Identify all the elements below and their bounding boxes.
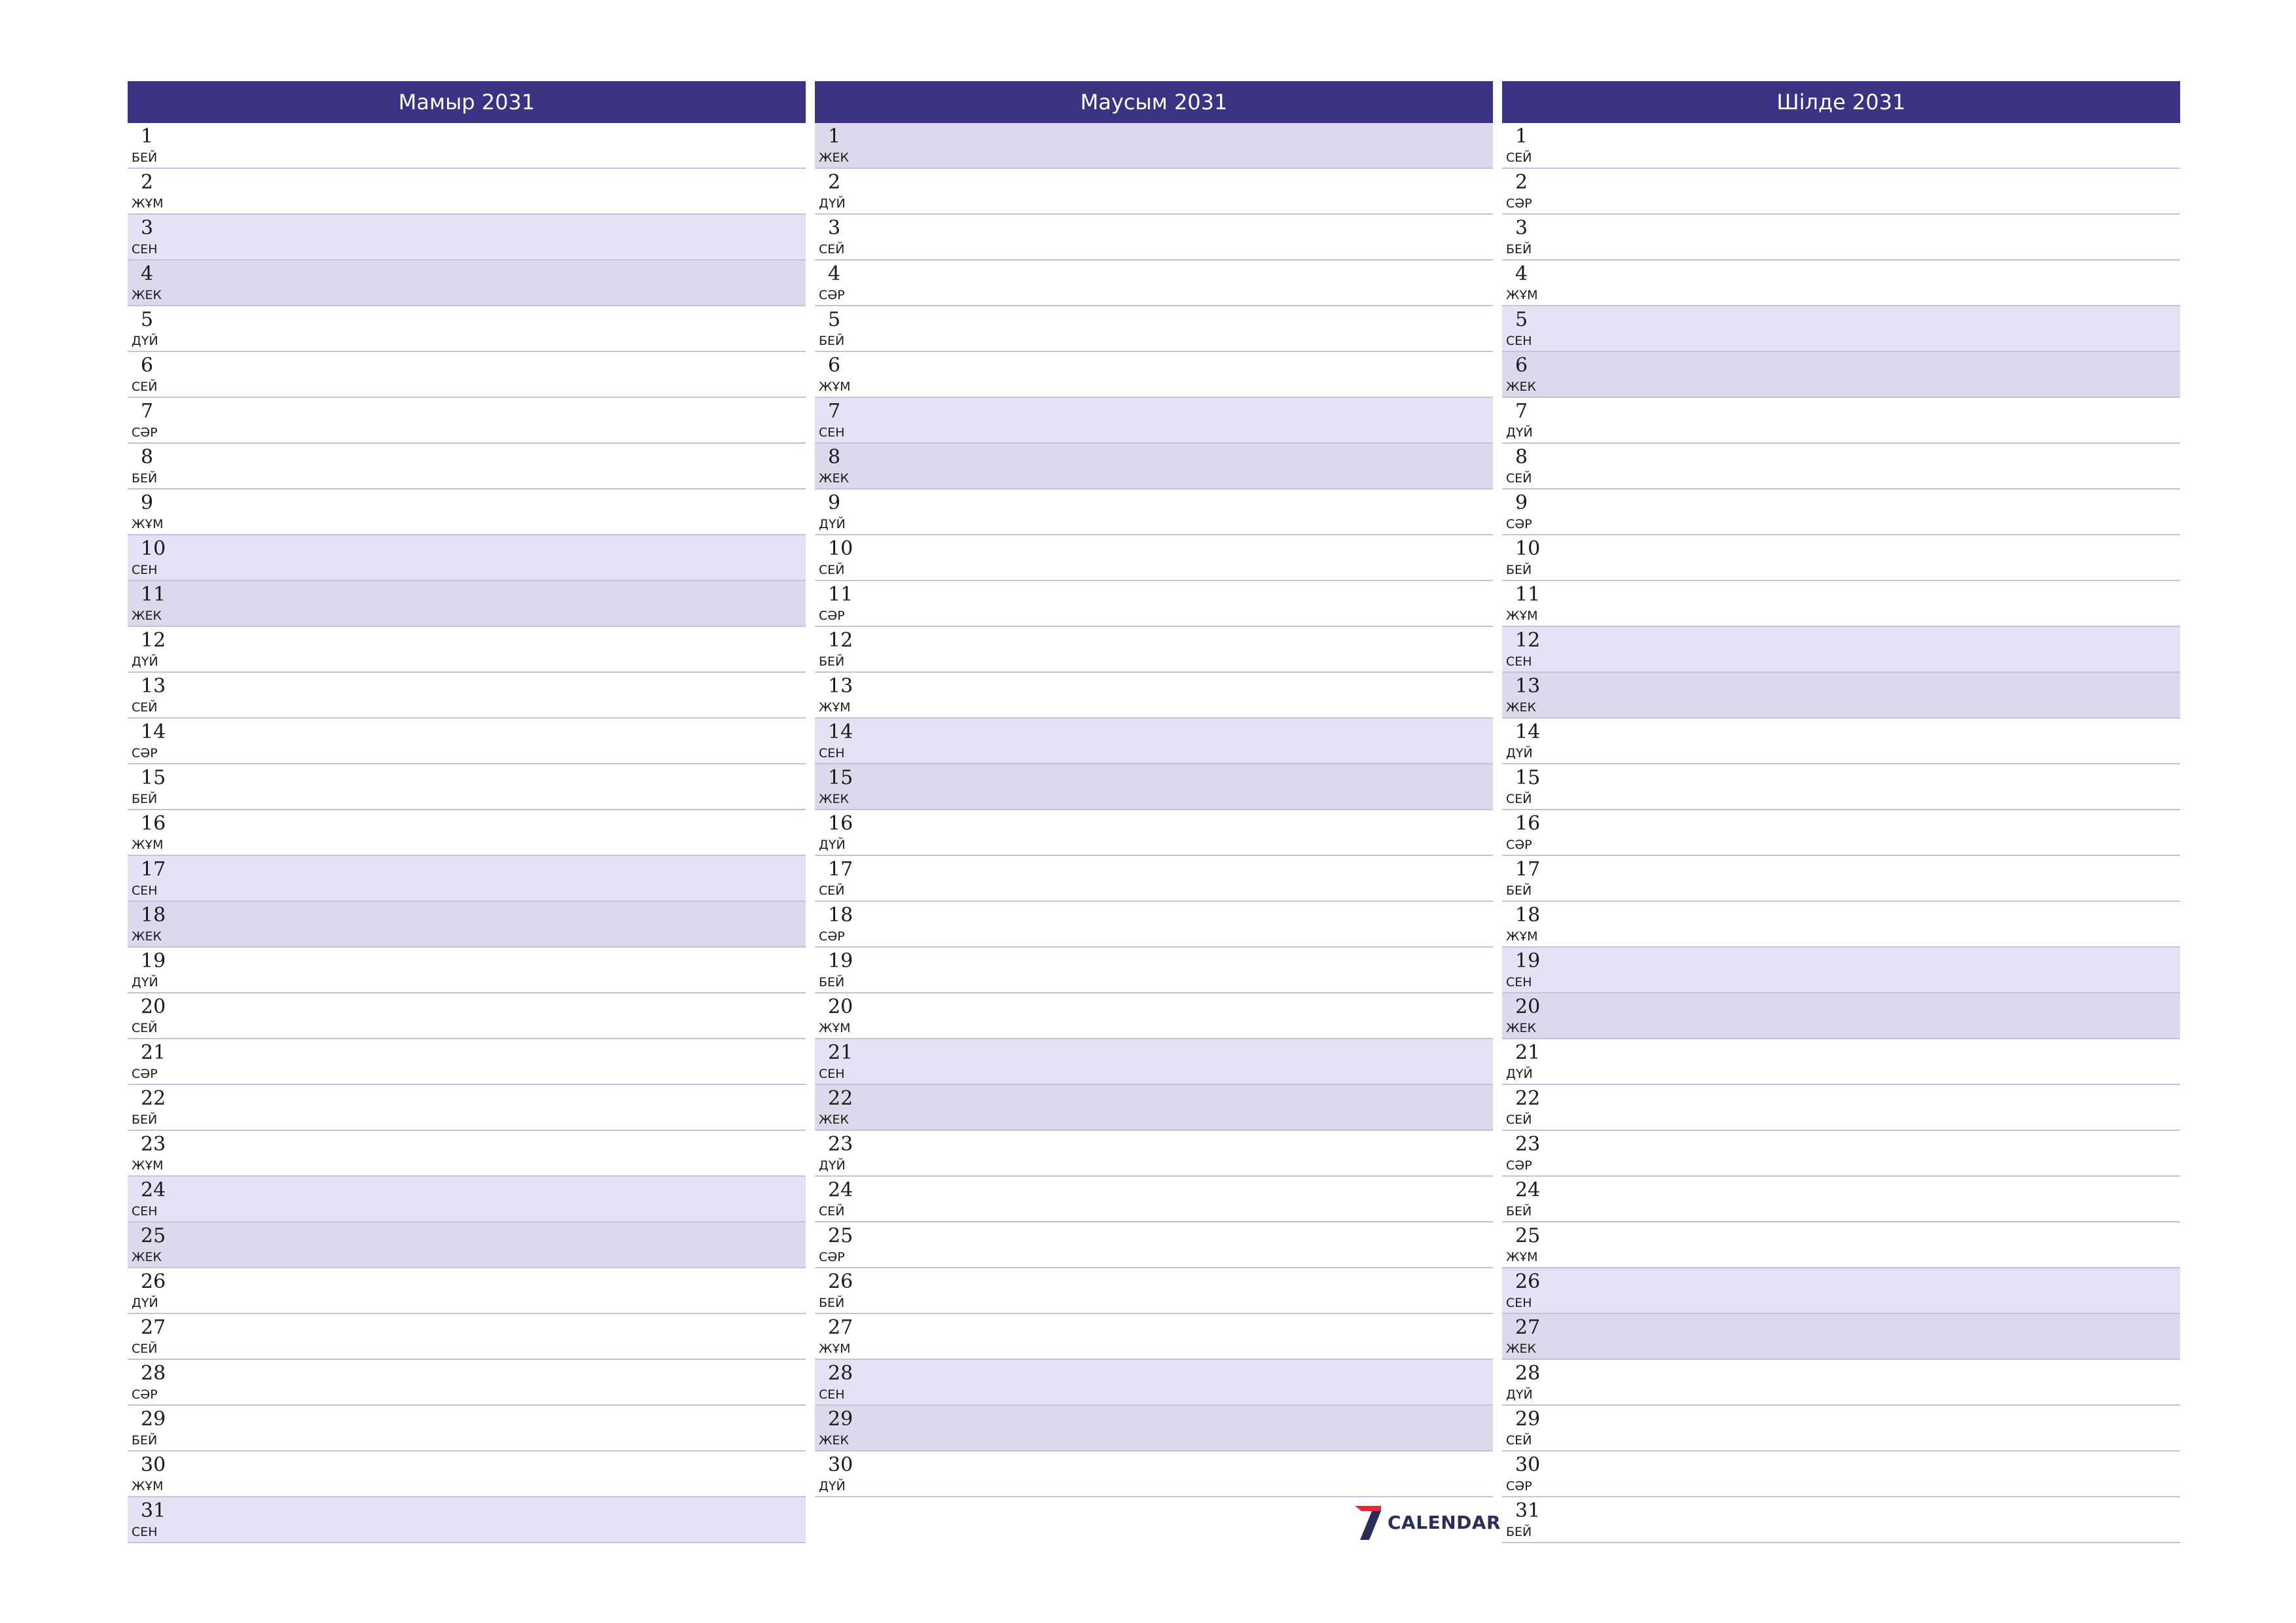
weekday-label: СӘР xyxy=(132,1067,158,1081)
weekday-label: ЖҰМ xyxy=(1506,1250,1538,1264)
day-number: 27 xyxy=(141,1316,166,1339)
day-number: 30 xyxy=(141,1454,166,1476)
day-row xyxy=(815,993,1493,1039)
weekday-label: ЖҰМ xyxy=(819,380,851,394)
day-number: 4 xyxy=(141,262,154,285)
day-number: 13 xyxy=(1515,675,1541,698)
day-number: 31 xyxy=(141,1499,166,1522)
weekday-label: БЕЙ xyxy=(132,151,158,165)
weekday-label: СӘР xyxy=(1506,1158,1532,1173)
day-list xyxy=(128,123,806,1543)
weekday-label: ЖҰМ xyxy=(132,196,164,211)
weekday-label: СӘР xyxy=(1506,517,1532,531)
day-row xyxy=(1502,215,2180,260)
day-number: 3 xyxy=(141,217,154,240)
day-number: 26 xyxy=(141,1270,166,1293)
weekday-label: ДҮЙ xyxy=(132,334,158,348)
day-row xyxy=(815,902,1493,948)
day-number: 12 xyxy=(828,629,853,652)
day-row xyxy=(1502,1131,2180,1177)
day-number: 1 xyxy=(828,125,841,148)
month-column-june xyxy=(815,81,1493,1497)
day-number: 5 xyxy=(141,308,154,331)
weekday-label: ЖҰМ xyxy=(132,838,164,852)
day-row xyxy=(1502,1406,2180,1452)
day-row xyxy=(815,1406,1493,1452)
day-row xyxy=(815,1177,1493,1222)
weekday-label: ЖҰМ xyxy=(819,700,851,715)
day-row xyxy=(1502,1177,2180,1222)
day-number: 1 xyxy=(141,125,154,148)
day-row xyxy=(1502,1039,2180,1085)
day-number: 26 xyxy=(1515,1270,1541,1293)
day-row xyxy=(128,993,806,1039)
day-number: 20 xyxy=(141,995,166,1018)
day-number: 17 xyxy=(828,858,853,881)
weekday-label: СЕН xyxy=(819,1387,845,1402)
day-number: 12 xyxy=(1515,629,1541,652)
day-row xyxy=(1502,1360,2180,1406)
day-number: 11 xyxy=(1515,583,1541,606)
day-row xyxy=(1502,993,2180,1039)
day-row xyxy=(815,1131,1493,1177)
weekday-label: БЕЙ xyxy=(132,1113,158,1127)
day-row xyxy=(128,1085,806,1131)
weekday-label: СЕН xyxy=(132,242,158,257)
weekday-label: ЖЕК xyxy=(1506,380,1536,394)
day-row xyxy=(815,810,1493,856)
weekday-label: СЕЙ xyxy=(132,1021,158,1035)
weekday-label: СЕН xyxy=(1506,1296,1532,1310)
day-number: 6 xyxy=(1515,354,1528,377)
day-number: 16 xyxy=(828,812,853,835)
day-row xyxy=(128,856,806,902)
month-column-may xyxy=(128,81,806,1543)
weekday-label: БЕЙ xyxy=(1506,883,1532,898)
day-number: 31 xyxy=(1515,1499,1541,1522)
day-number: 28 xyxy=(141,1362,166,1385)
weekday-label: СЕЙ xyxy=(132,1342,158,1356)
day-row xyxy=(1502,627,2180,673)
day-row xyxy=(1502,1452,2180,1497)
weekday-label: БЕЙ xyxy=(819,334,845,348)
weekday-label: СЕЙ xyxy=(1506,1433,1532,1448)
day-row xyxy=(815,1314,1493,1360)
day-number: 4 xyxy=(828,262,841,285)
day-row xyxy=(815,764,1493,810)
day-number: 27 xyxy=(1515,1316,1541,1339)
day-row xyxy=(128,260,806,306)
weekday-label: БЕЙ xyxy=(132,792,158,806)
weekday-label: СЕЙ xyxy=(1506,471,1532,486)
day-number: 3 xyxy=(1515,217,1528,240)
day-row xyxy=(815,169,1493,215)
day-number: 29 xyxy=(1515,1408,1541,1431)
day-row xyxy=(128,1222,806,1268)
day-number: 19 xyxy=(1515,950,1541,972)
weekday-label: СӘР xyxy=(819,288,845,302)
day-row xyxy=(1502,398,2180,444)
day-row xyxy=(815,1085,1493,1131)
day-number: 14 xyxy=(828,721,853,743)
weekday-label: ДҮЙ xyxy=(819,1479,846,1493)
day-row xyxy=(128,810,806,856)
weekday-label: СЕЙ xyxy=(1506,151,1532,165)
weekday-label: СЕН xyxy=(1506,975,1532,990)
weekday-label: СЕЙ xyxy=(819,883,845,898)
day-number: 5 xyxy=(828,308,841,331)
day-number: 17 xyxy=(141,858,166,881)
day-number: 21 xyxy=(1515,1041,1541,1064)
weekday-label: ДҮЙ xyxy=(132,1296,158,1310)
day-row xyxy=(128,490,806,535)
day-row xyxy=(815,1039,1493,1085)
day-row xyxy=(1502,810,2180,856)
day-number: 10 xyxy=(828,537,853,560)
day-number: 7 xyxy=(1515,400,1528,423)
day-row xyxy=(815,352,1493,398)
weekday-label: СӘР xyxy=(1506,196,1532,211)
day-number: 9 xyxy=(828,491,841,514)
brand-name: CALENDAR xyxy=(1388,1511,1501,1533)
weekday-label: СӘР xyxy=(1506,1479,1532,1493)
weekday-label: СЕН xyxy=(819,1067,845,1081)
day-row xyxy=(815,123,1493,169)
day-row xyxy=(815,1222,1493,1268)
day-row xyxy=(128,1177,806,1222)
day-number: 16 xyxy=(1515,812,1541,835)
day-row xyxy=(1502,948,2180,993)
day-number: 20 xyxy=(828,995,853,1018)
weekday-label: ДҮЙ xyxy=(132,654,158,669)
day-number: 10 xyxy=(1515,537,1541,560)
weekday-label: ДҮЙ xyxy=(1506,1067,1533,1081)
weekday-label: БЕЙ xyxy=(132,1433,158,1448)
weekday-label: ЖЕК xyxy=(132,929,162,944)
day-number: 29 xyxy=(828,1408,853,1431)
weekday-label: ЖҰМ xyxy=(132,1158,164,1173)
weekday-label: ДҮЙ xyxy=(819,196,846,211)
day-number: 24 xyxy=(141,1179,166,1202)
day-number: 18 xyxy=(828,904,853,927)
day-row xyxy=(128,535,806,581)
weekday-label: БЕЙ xyxy=(819,975,845,990)
day-number: 17 xyxy=(1515,858,1541,881)
day-row xyxy=(815,719,1493,764)
day-row xyxy=(815,1268,1493,1314)
day-number: 14 xyxy=(141,721,166,743)
day-number: 21 xyxy=(828,1041,853,1064)
weekday-label: СЕН xyxy=(132,883,158,898)
day-row xyxy=(1502,535,2180,581)
day-number: 14 xyxy=(1515,721,1541,743)
day-number: 11 xyxy=(141,583,166,606)
day-row xyxy=(1502,1222,2180,1268)
weekday-label: СЕЙ xyxy=(1506,792,1532,806)
day-row xyxy=(815,260,1493,306)
day-row xyxy=(128,1131,806,1177)
day-row xyxy=(1502,1268,2180,1314)
weekday-label: ЖҰМ xyxy=(1506,609,1538,623)
day-number: 2 xyxy=(828,171,841,194)
weekday-label: БЕЙ xyxy=(132,471,158,486)
day-row xyxy=(815,1452,1493,1497)
day-number: 15 xyxy=(141,766,166,789)
weekday-label: СӘР xyxy=(819,1250,845,1264)
day-number: 13 xyxy=(828,675,853,698)
day-number: 8 xyxy=(141,446,154,469)
weekday-label: ДҮЙ xyxy=(819,517,846,531)
weekday-label: СЕН xyxy=(132,1204,158,1219)
day-row xyxy=(128,1497,806,1543)
day-number: 1 xyxy=(1515,125,1528,148)
day-row xyxy=(815,581,1493,627)
day-row xyxy=(1502,719,2180,764)
day-number: 30 xyxy=(828,1454,853,1476)
day-number: 4 xyxy=(1515,262,1528,285)
weekday-label: СӘР xyxy=(132,425,158,440)
weekday-label: ЖЕК xyxy=(819,1433,849,1448)
day-number: 22 xyxy=(1515,1087,1541,1110)
day-row xyxy=(128,627,806,673)
day-number: 3 xyxy=(828,217,841,240)
weekday-label: ЖЕК xyxy=(1506,1342,1536,1356)
day-row xyxy=(1502,444,2180,490)
weekday-label: ДҮЙ xyxy=(1506,746,1533,760)
weekday-label: ЖЕК xyxy=(1506,700,1536,715)
day-row xyxy=(128,764,806,810)
day-number: 26 xyxy=(828,1270,853,1293)
month-header: Маусым 2031 xyxy=(815,81,1493,123)
weekday-label: ДҮЙ xyxy=(1506,425,1533,440)
weekday-label: БЕЙ xyxy=(819,1296,845,1310)
weekday-label: СӘР xyxy=(819,609,845,623)
weekday-label: СЕЙ xyxy=(819,242,845,257)
day-row xyxy=(128,948,806,993)
day-number: 9 xyxy=(1515,491,1528,514)
day-number: 16 xyxy=(141,812,166,835)
weekday-label: СӘР xyxy=(1506,838,1532,852)
day-row xyxy=(815,856,1493,902)
day-number: 15 xyxy=(828,766,853,789)
day-row xyxy=(128,306,806,352)
day-row xyxy=(1502,1085,2180,1131)
day-row xyxy=(128,352,806,398)
day-number: 25 xyxy=(828,1224,853,1247)
day-number: 8 xyxy=(828,446,841,469)
day-row xyxy=(128,398,806,444)
weekday-label: СЕН xyxy=(819,746,845,760)
day-row xyxy=(128,444,806,490)
weekday-label: СЕН xyxy=(1506,334,1532,348)
day-row xyxy=(128,1314,806,1360)
weekday-label: СЕЙ xyxy=(132,700,158,715)
month-column-july xyxy=(1502,81,2180,1543)
day-number: 23 xyxy=(828,1133,853,1156)
weekday-label: ЖҰМ xyxy=(819,1342,851,1356)
day-row xyxy=(128,1360,806,1406)
weekday-label: СЕН xyxy=(132,1525,158,1539)
day-row xyxy=(815,306,1493,352)
day-number: 24 xyxy=(1515,1179,1541,1202)
weekday-label: ЖЕК xyxy=(819,151,849,165)
day-row xyxy=(128,902,806,948)
weekday-label: ЖҰМ xyxy=(819,1021,851,1035)
day-number: 22 xyxy=(141,1087,166,1110)
day-row xyxy=(128,123,806,169)
day-number: 24 xyxy=(828,1179,853,1202)
day-row xyxy=(1502,123,2180,169)
weekday-label: ЖҰМ xyxy=(132,1479,164,1493)
day-row xyxy=(1502,673,2180,719)
weekday-label: БЕЙ xyxy=(1506,1204,1532,1219)
day-number: 19 xyxy=(828,950,853,972)
weekday-label: СЕЙ xyxy=(1506,1113,1532,1127)
day-number: 25 xyxy=(141,1224,166,1247)
day-number: 6 xyxy=(141,354,154,377)
weekday-label: СЕН xyxy=(1506,654,1532,669)
day-row xyxy=(1502,169,2180,215)
day-number: 18 xyxy=(1515,904,1541,927)
weekday-label: ЖҰМ xyxy=(132,517,164,531)
weekday-label: ЖЕК xyxy=(819,471,849,486)
day-row xyxy=(815,948,1493,993)
weekday-label: ЖЕК xyxy=(132,609,162,623)
weekday-label: ДҮЙ xyxy=(132,975,158,990)
day-number: 19 xyxy=(141,950,166,972)
weekday-label: БЕЙ xyxy=(1506,242,1532,257)
weekday-label: ЖЕК xyxy=(132,1250,162,1264)
day-number: 6 xyxy=(828,354,841,377)
brand-logo xyxy=(1352,1503,1501,1542)
day-row xyxy=(128,1452,806,1497)
weekday-label: ДҮЙ xyxy=(1506,1387,1533,1402)
weekday-label: СӘР xyxy=(132,1387,158,1402)
weekday-label: СЕЙ xyxy=(132,380,158,394)
day-row xyxy=(815,1360,1493,1406)
day-number: 2 xyxy=(1515,171,1528,194)
day-row xyxy=(815,627,1493,673)
weekday-label: БЕЙ xyxy=(1506,563,1532,577)
seven-logo-icon xyxy=(1352,1503,1384,1541)
day-number: 11 xyxy=(828,583,853,606)
day-number: 2 xyxy=(141,171,154,194)
day-number: 10 xyxy=(141,537,166,560)
day-row xyxy=(128,1268,806,1314)
weekday-label: ДҮЙ xyxy=(819,838,846,852)
day-number: 23 xyxy=(141,1133,166,1156)
weekday-label: ЖҰМ xyxy=(1506,288,1538,302)
day-row xyxy=(128,673,806,719)
day-number: 28 xyxy=(828,1362,853,1385)
day-number: 8 xyxy=(1515,446,1528,469)
day-number: 12 xyxy=(141,629,166,652)
weekday-label: ЖЕК xyxy=(819,1113,849,1127)
day-number: 9 xyxy=(141,491,154,514)
weekday-label: ЖҰМ xyxy=(1506,929,1538,944)
weekday-label: СЕН xyxy=(132,563,158,577)
day-row xyxy=(815,215,1493,260)
weekday-label: ЖЕК xyxy=(132,288,162,302)
day-row xyxy=(1502,352,2180,398)
day-number: 7 xyxy=(141,400,154,423)
day-number: 22 xyxy=(828,1087,853,1110)
day-row xyxy=(128,1406,806,1452)
weekday-label: ДҮЙ xyxy=(819,1158,846,1173)
day-row xyxy=(815,490,1493,535)
day-list xyxy=(1502,123,2180,1543)
day-row xyxy=(128,719,806,764)
day-number: 28 xyxy=(1515,1362,1541,1385)
day-row xyxy=(1502,856,2180,902)
weekday-label: СЕН xyxy=(819,425,845,440)
weekday-label: СӘР xyxy=(132,746,158,760)
day-number: 20 xyxy=(1515,995,1541,1018)
day-row xyxy=(815,535,1493,581)
day-row xyxy=(1502,764,2180,810)
day-row xyxy=(1502,1497,2180,1543)
day-row xyxy=(1502,306,2180,352)
weekday-label: ЖЕК xyxy=(1506,1021,1536,1035)
day-row xyxy=(1502,260,2180,306)
day-row xyxy=(128,169,806,215)
weekday-label: БЕЙ xyxy=(819,654,845,669)
day-number: 13 xyxy=(141,675,166,698)
day-number: 5 xyxy=(1515,308,1528,331)
day-number: 30 xyxy=(1515,1454,1541,1476)
day-number: 18 xyxy=(141,904,166,927)
month-header: Мамыр 2031 xyxy=(128,81,806,123)
weekday-label: БЕЙ xyxy=(1506,1525,1532,1539)
day-number: 23 xyxy=(1515,1133,1541,1156)
day-number: 7 xyxy=(828,400,841,423)
weekday-label: ЖЕК xyxy=(819,792,849,806)
day-row xyxy=(1502,902,2180,948)
weekday-label: СЕЙ xyxy=(819,563,845,577)
day-row xyxy=(1502,581,2180,627)
day-row xyxy=(128,215,806,260)
month-header: Шілде 2031 xyxy=(1502,81,2180,123)
day-number: 29 xyxy=(141,1408,166,1431)
day-row xyxy=(815,444,1493,490)
day-row xyxy=(128,1039,806,1085)
day-number: 15 xyxy=(1515,766,1541,789)
weekday-label: СЕЙ xyxy=(819,1204,845,1219)
day-row xyxy=(815,398,1493,444)
day-list xyxy=(815,123,1493,1497)
day-number: 27 xyxy=(828,1316,853,1339)
day-number: 25 xyxy=(1515,1224,1541,1247)
day-row xyxy=(815,673,1493,719)
day-row xyxy=(128,581,806,627)
day-number: 21 xyxy=(141,1041,166,1064)
day-row xyxy=(1502,1314,2180,1360)
weekday-label: СӘР xyxy=(819,929,845,944)
day-row xyxy=(1502,490,2180,535)
